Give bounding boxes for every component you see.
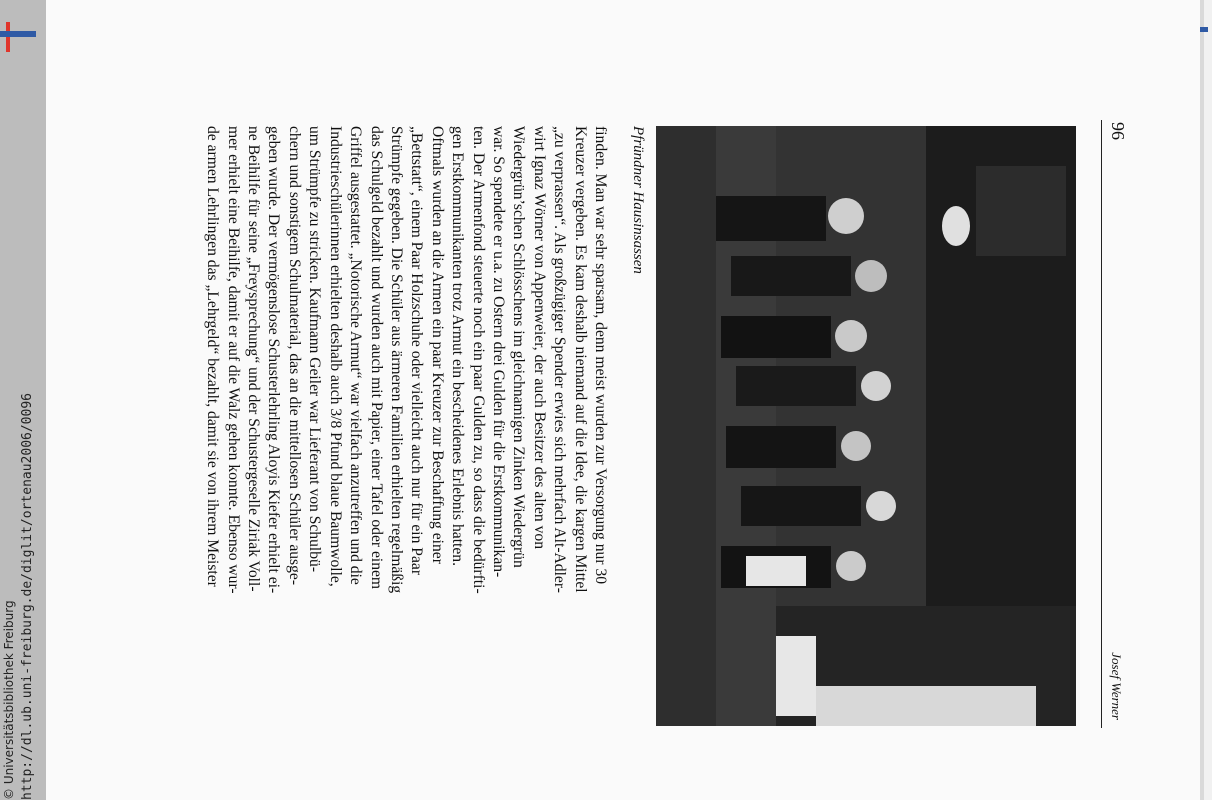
photo-caption: Pfründner Hausinsassen: [630, 126, 646, 274]
photo-image: [656, 126, 1076, 726]
text-line: Griffel ausgestattet. „Notorische Armut“ war vielfach anzutreffen und die: [347, 126, 365, 585]
text-line: geben wurde. Der vermögenslose Schusterlehrling Aloyis Kiefer erhielt ei-: [265, 126, 283, 594]
body-text: [202, 126, 610, 730]
logo-right-icon: [1200, 22, 1210, 36]
text-line: finden. Man war sehr sparsam, denn meist wurden zur Versorgung nur 30: [592, 126, 609, 585]
source-url[interactable]: http://dl.ub.uni-freiburg.de/diglit/ortenau2006/0096: [20, 393, 35, 800]
text-line: Wiedergrün’schen Schlösschens im gleichnamigen Zinken Wiedergrün: [510, 126, 528, 568]
text-line: war. So spendete er u.a. zu Ostern drei Gulden für die Erstkommunikan-: [489, 126, 507, 578]
text-line: Kreuzer vergeben. Es kam deshalb niemand auf die Idee, die kargen Mittel: [571, 126, 589, 593]
rotated-page-content: [120, 120, 1130, 740]
author-name: Josef Werner: [1109, 652, 1124, 720]
text-line: Strümpfe gegeben. Die Schüler aus ärmeren Familien erhielten regelmäßig: [387, 126, 405, 594]
right-margin-strip: [1200, 0, 1212, 800]
text-line: ne Beihilfe für seine „Freysprechung“ und der Schustergeselle Ziriak Voll-: [245, 126, 263, 592]
text-line: gen Erstkommunikanten trotz Armut ein bescheidenes Erlebnis hatten.: [449, 126, 467, 566]
text-line: „Bettstatt“, einem Paar Holzschuhe oder vielleicht auch nur für ein Paar: [408, 126, 426, 576]
text-line: chern und sonstigem Schulmaterial, das an die mittellosen Schüler ausge-: [285, 126, 303, 586]
logo-left-icon: [0, 22, 36, 52]
text-line: das Schulgeld bezahlt und wurden auch mit Papier, einer Tafel oder einem: [367, 126, 385, 590]
text-line: mer erhielt eine Beihilfe, damit er auf die Walz gehen konnte. Ebenso wur-: [224, 126, 242, 594]
text-line: de armen Lehrlingen das „Lehrgeld“ bezahlt, damit sie von ihrem Meister: [204, 126, 222, 587]
group-photo: [656, 126, 1076, 726]
text-line: um Strümpfe zu stricken. Kaufmann Geiler war Lieferant von Schulbü-: [306, 126, 324, 573]
text-line: Industrieschülerinnen erhielten deshalb auch 3/8 Pfund blaue Baumwolle,: [326, 126, 344, 587]
text-line: ten. Der Armenfond steuerte noch ein paar Gulden zu, so dass die bedürfti-: [469, 126, 487, 594]
copyright-notice: © Universitätsbibliothek Freiburg: [2, 600, 16, 800]
running-header: [1101, 120, 1130, 728]
text-line: Oftmals wurden an die Armen ein paar Kreuzer zur Beschaffung einer: [428, 126, 446, 564]
text-line: wirt Ignaz Wörner von Appenweier, der auch Besitzer des alten von: [530, 126, 548, 549]
page-number: 96: [1108, 122, 1128, 140]
text-line: „zu verprassen“. Als großzügiger Spender erwies sich mehrfach Alt-Adler-: [551, 126, 569, 593]
